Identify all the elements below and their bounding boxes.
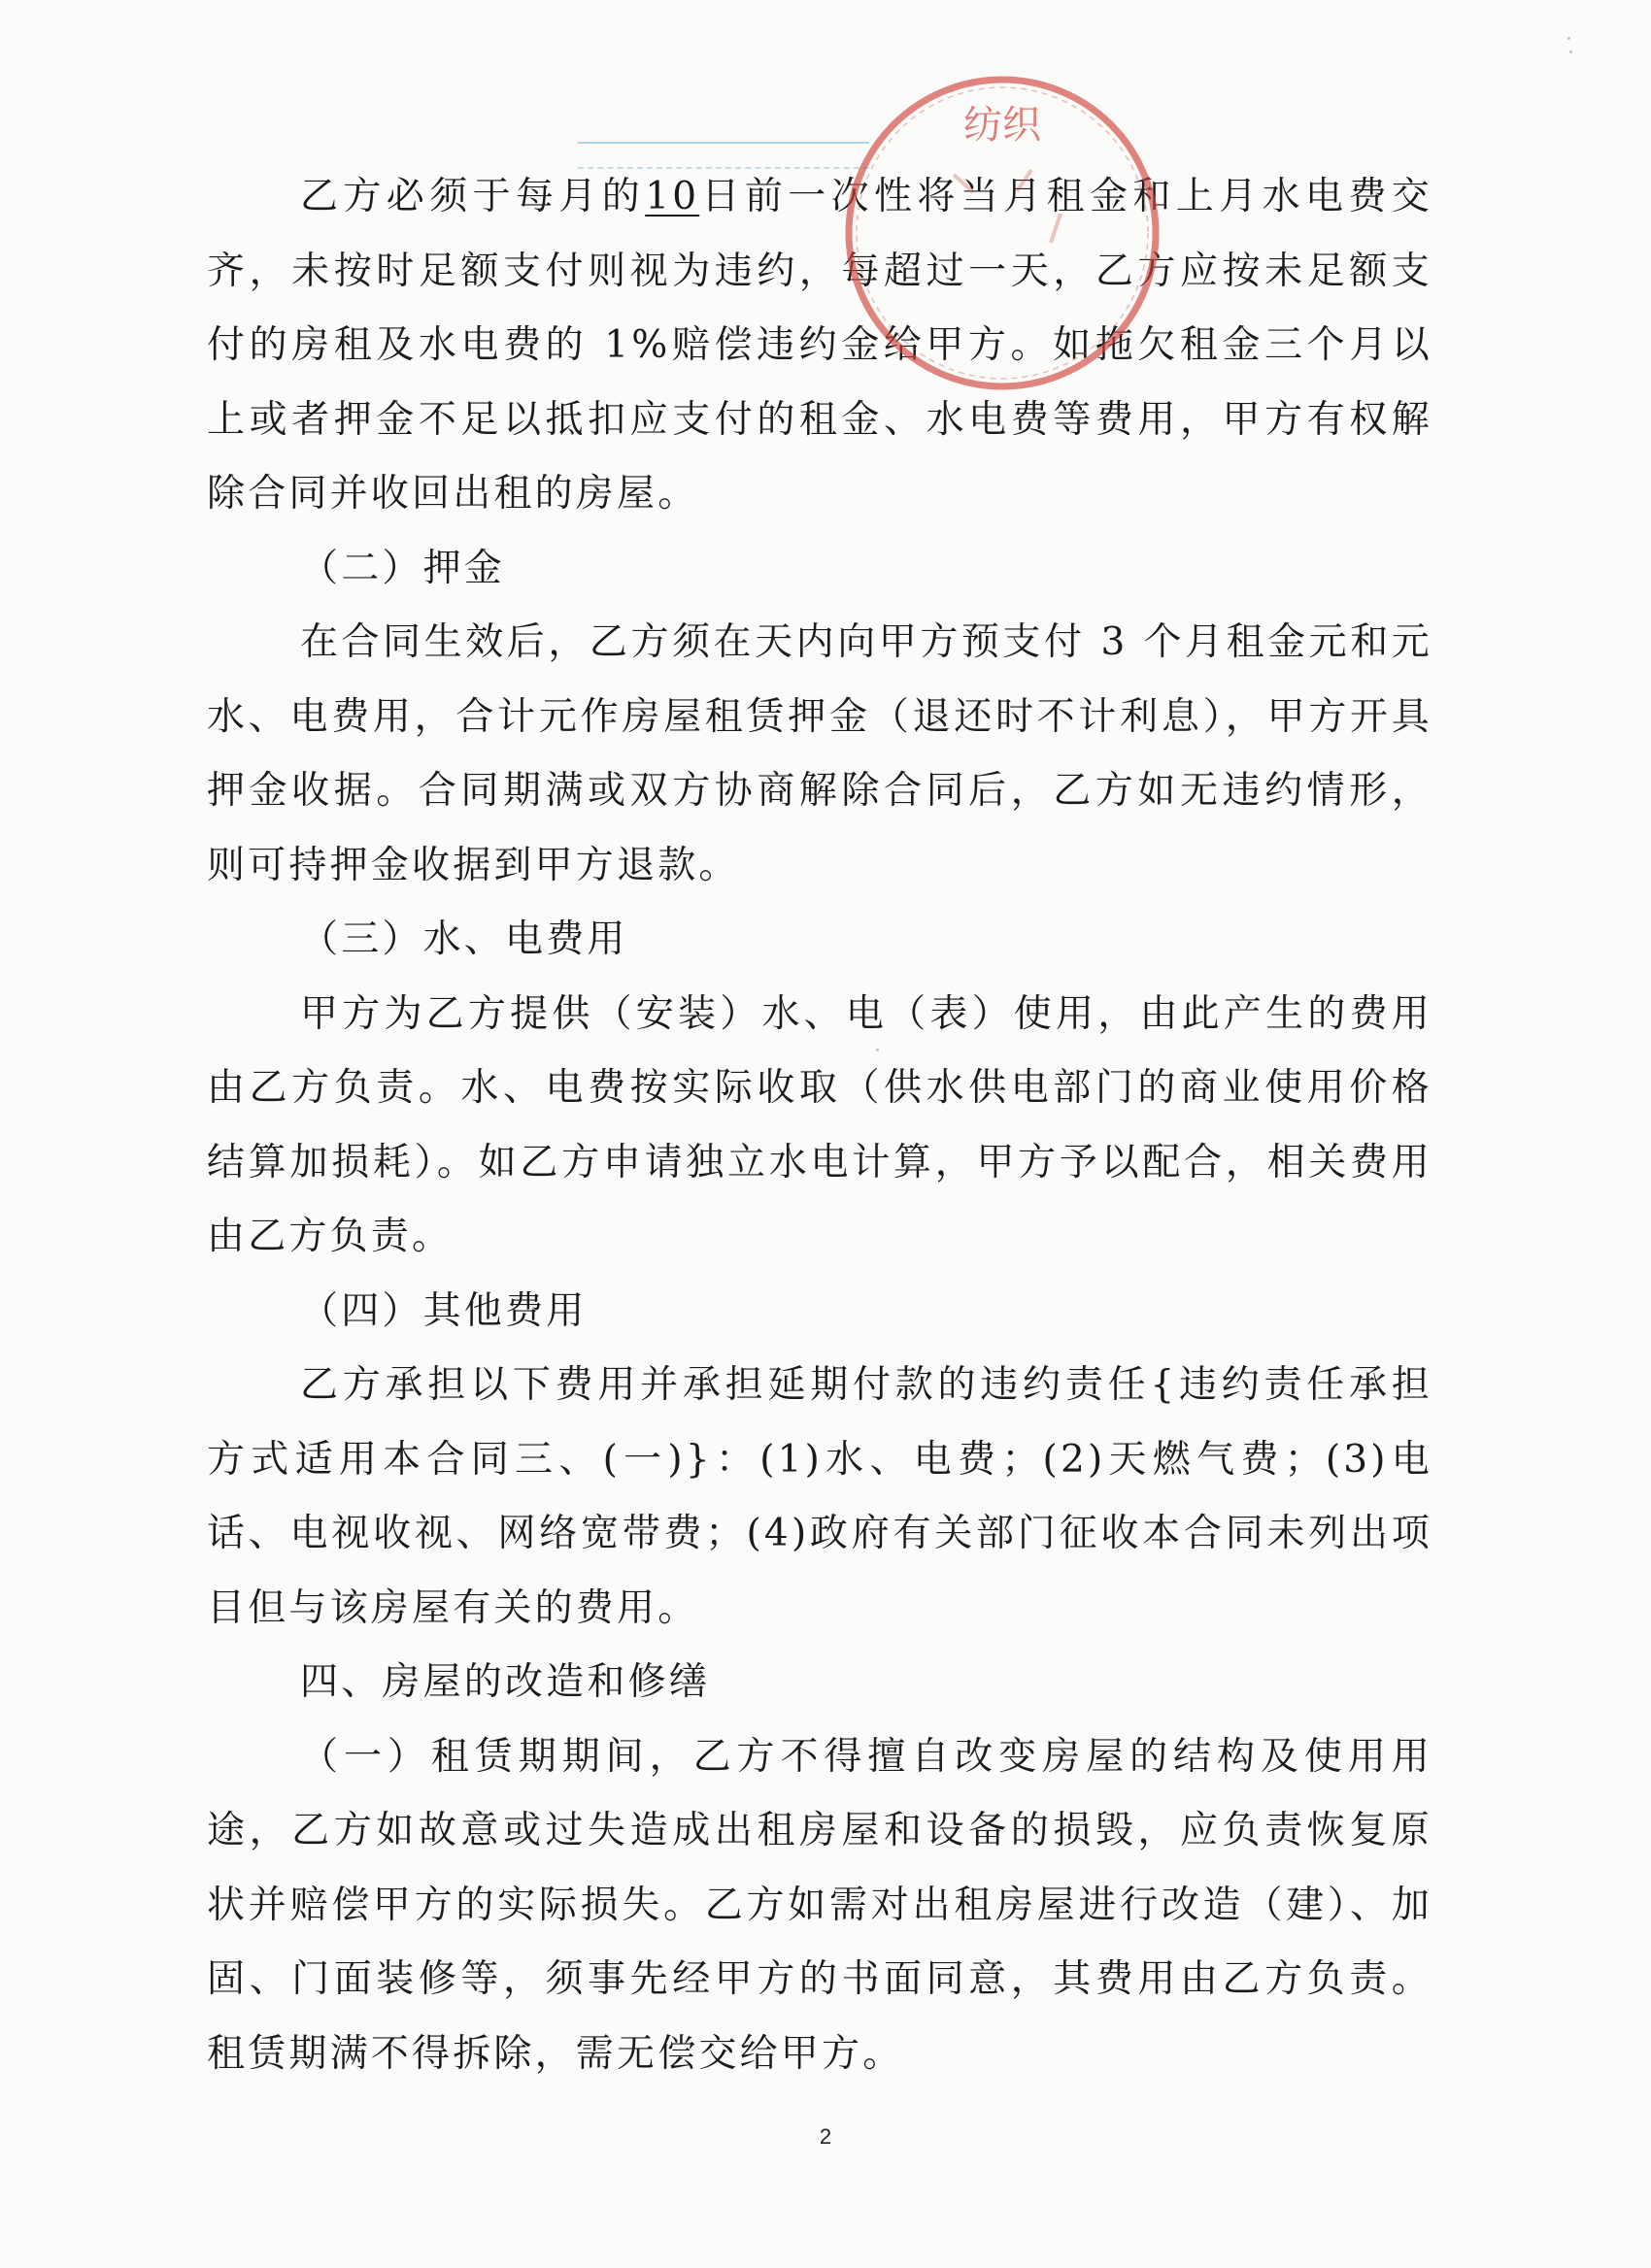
paragraph-deposit: 在合同生效后，乙方须在天内向甲方预支付 3 个月租金元和元水、电费用，合计元作房屋租赁押金（退还时不计利息），甲方开具押金收据。合同期满或双方协商解除合同后，乙方如无违约情形，则可持押金收据到甲方退款。 [207,620,1432,887]
contract-body [207,160,1432,2091]
heading-renovation: 四、房屋的改造和修缮 [300,1660,711,1704]
heading-other-fees: （四）其他费用 [300,1288,588,1333]
seal-text: 纺织 [963,103,1041,148]
heading-utility-fees: （三）水、电费用 [300,917,628,961]
scan-speck [876,1049,879,1051]
paragraph-payment-terms: 乙方必须于每月的10日前一次性将当月租金和上月水电费交齐，未按时足额支付则视为违约，每超过一天，乙方应按未足额支付的房租及水电费的 1%赔偿违约金给甲方。如拖欠租金三个月以上或者押金不足以抵扣应支付的租金、水电费等费用，甲方有权解除合同并收回出租的房屋。 [207,175,1432,516]
paragraph-utility-fees: 甲方为乙方提供（安装）水、电（表）使用，由此产生的费用由乙方负责。水、电费按实际收取（供水供电部门的商业使用价格结算加损耗）。如乙方申请独立水电计算，甲方予以配合，相关费用由乙方负责。 [207,991,1432,1258]
paragraph-renovation: （一）租赁期期间，乙方不得擅自改变房屋的结构及使用用途，乙方如故意或过失造成出租房屋和设备的损毁，应负责恢复原状并赔偿甲方的实际损失。乙方如需对出租房屋进行改造（建）、加固、门面装修等，须事先经甲方的书面同意，其费用由乙方负责。租赁期满不得拆除，需无偿交给甲方。 [207,1734,1432,2076]
heading-deposit: （二）押金 [300,546,506,590]
page-number: 2 [819,2124,832,2149]
paragraph-other-fees: 乙方承担以下费用并承担延期付款的违约责任{违约责任承担方式适用本合同三、(一)}：(1)水、电费；(2)天燃气费；(3)电话、电视收视、网络宽带费；(4)政府有关部门征收本合同未列出项目但与该房屋有关的费用。 [207,1363,1432,1630]
scan-speck [1567,37,1570,40]
scan-speck [1569,50,1572,53]
due-day: 10 [645,175,700,218]
